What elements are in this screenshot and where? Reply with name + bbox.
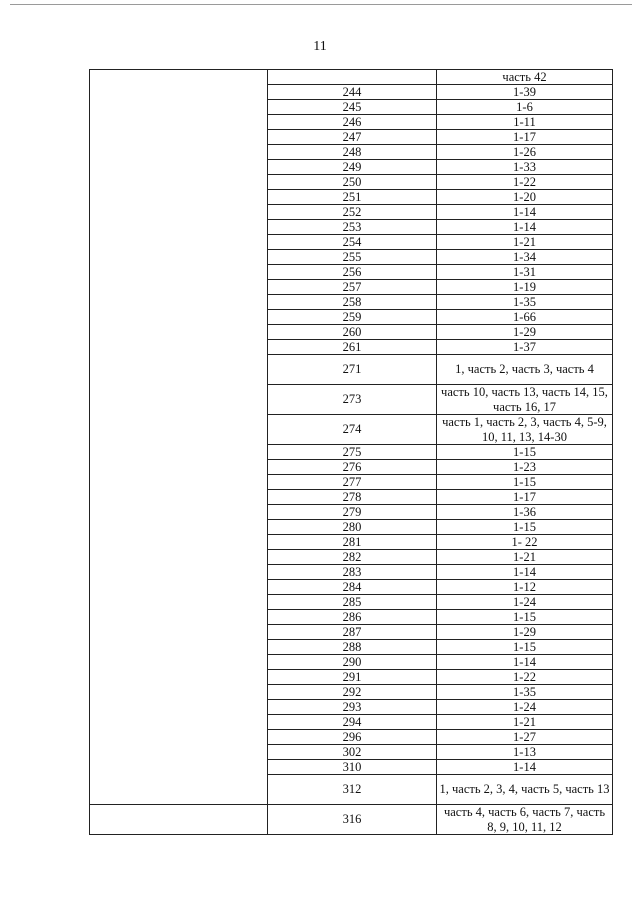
table-row xyxy=(90,145,613,160)
law-name-cell xyxy=(90,235,268,250)
article-parts-cell: 1-15 xyxy=(437,640,613,655)
article-parts-cell: 1-35 xyxy=(437,685,613,700)
article-parts-cell: 1-15 xyxy=(437,610,613,625)
law-name-cell xyxy=(90,610,268,625)
law-name-cell xyxy=(90,745,268,760)
article-number-cell: 290 xyxy=(268,655,437,670)
article-parts-cell: 1-23 xyxy=(437,460,613,475)
article-parts-cell: 1-13 xyxy=(437,745,613,760)
law-name-cell xyxy=(90,625,268,640)
article-number-cell: 256 xyxy=(268,265,437,280)
law-name-cell xyxy=(90,715,268,730)
article-number-cell: 251 xyxy=(268,190,437,205)
table-row xyxy=(90,580,613,595)
law-name-cell xyxy=(90,580,268,595)
table-row xyxy=(90,730,613,745)
article-number-cell: 253 xyxy=(268,220,437,235)
article-parts-cell: 1-24 xyxy=(437,700,613,715)
article-number-cell: 282 xyxy=(268,550,437,565)
article-parts-cell: 1-31 xyxy=(437,265,613,280)
law-name-cell xyxy=(90,805,268,835)
article-number-cell xyxy=(268,70,437,85)
article-number-cell: 244 xyxy=(268,85,437,100)
article-number-cell: 284 xyxy=(268,580,437,595)
table-row xyxy=(90,490,613,505)
table-row xyxy=(90,250,613,265)
table-row xyxy=(90,595,613,610)
article-number-cell: 252 xyxy=(268,205,437,220)
article-number-cell: 273 xyxy=(268,385,437,415)
article-number-cell: 245 xyxy=(268,100,437,115)
article-parts-cell: 1-26 xyxy=(437,145,613,160)
article-parts-cell: 1-6 xyxy=(437,100,613,115)
table-row xyxy=(90,85,613,100)
article-number-cell: 261 xyxy=(268,340,437,355)
table-body xyxy=(90,70,613,835)
article-parts-cell: 1-20 xyxy=(437,190,613,205)
article-number-cell: 291 xyxy=(268,670,437,685)
article-number-cell: 296 xyxy=(268,730,437,745)
law-name-cell xyxy=(90,700,268,715)
article-number-cell: 255 xyxy=(268,250,437,265)
table-row xyxy=(90,445,613,460)
table-row xyxy=(90,520,613,535)
law-name-cell xyxy=(90,595,268,610)
article-number-cell: 279 xyxy=(268,505,437,520)
article-number-cell: 246 xyxy=(268,115,437,130)
table-row xyxy=(90,655,613,670)
article-parts-cell: 1-22 xyxy=(437,670,613,685)
page-number: 11 xyxy=(313,39,327,54)
article-number-cell: 254 xyxy=(268,235,437,250)
article-number-cell: 257 xyxy=(268,280,437,295)
article-parts-cell: 1-14 xyxy=(437,205,613,220)
article-parts-cell: 1-39 xyxy=(437,85,613,100)
law-name-cell xyxy=(90,160,268,175)
article-parts-cell: 1, часть 2, 3, 4, часть 5, часть 13 xyxy=(437,775,613,805)
article-number-cell: 310 xyxy=(268,760,437,775)
table-row xyxy=(90,640,613,655)
table-row xyxy=(90,385,613,415)
article-parts-cell: 1-17 xyxy=(437,130,613,145)
table-row xyxy=(90,715,613,730)
article-number-cell: 275 xyxy=(268,445,437,460)
article-parts-cell: 1-29 xyxy=(437,325,613,340)
article-parts-cell: 1-15 xyxy=(437,445,613,460)
table-row xyxy=(90,205,613,220)
table-row xyxy=(90,340,613,355)
article-number-cell: 294 xyxy=(268,715,437,730)
law-name-cell xyxy=(90,205,268,220)
article-number-cell: 277 xyxy=(268,475,437,490)
article-parts-cell: 1-37 xyxy=(437,340,613,355)
article-number-cell: 260 xyxy=(268,325,437,340)
article-parts-cell: 1-15 xyxy=(437,520,613,535)
article-parts-cell: 1-33 xyxy=(437,160,613,175)
law-name-cell xyxy=(90,85,268,100)
article-number-cell: 312 xyxy=(268,775,437,805)
article-number-cell: 280 xyxy=(268,520,437,535)
table-row xyxy=(90,160,613,175)
law-name-cell xyxy=(90,460,268,475)
table-row xyxy=(90,325,613,340)
article-number-cell: 249 xyxy=(268,160,437,175)
law-name-cell xyxy=(90,550,268,565)
article-number-cell: 288 xyxy=(268,640,437,655)
law-name-cell xyxy=(90,670,268,685)
article-number-cell: 316 xyxy=(268,805,437,835)
article-parts-cell: часть 1, часть 2, 3, часть 4, 5-9, 10, 11, 13, 14-30 xyxy=(437,415,613,445)
article-parts-cell: 1-35 xyxy=(437,295,613,310)
article-number-cell: 274 xyxy=(268,415,437,445)
article-parts-cell: 1, часть 2, часть 3, часть 4 xyxy=(437,355,613,385)
table-row xyxy=(90,190,613,205)
article-number-cell: 278 xyxy=(268,490,437,505)
article-parts-cell: 1-11 xyxy=(437,115,613,130)
article-parts-cell: 1-21 xyxy=(437,550,613,565)
law-name-cell xyxy=(90,295,268,310)
law-name-cell xyxy=(90,760,268,775)
table-row xyxy=(90,115,613,130)
article-number-cell: 271 xyxy=(268,355,437,385)
law-name-cell xyxy=(90,775,268,805)
article-parts-cell: 1-24 xyxy=(437,595,613,610)
law-name-cell xyxy=(90,730,268,745)
table-row xyxy=(90,625,613,640)
table-row xyxy=(90,565,613,580)
law-name-cell xyxy=(90,220,268,235)
table-row xyxy=(90,235,613,250)
article-number-cell: 293 xyxy=(268,700,437,715)
top-rule xyxy=(10,4,632,5)
law-name-cell xyxy=(90,190,268,205)
table-row xyxy=(90,100,613,115)
article-parts-cell: 1-27 xyxy=(437,730,613,745)
law-name-cell xyxy=(90,520,268,535)
law-name-cell xyxy=(90,655,268,670)
law-name-cell xyxy=(90,415,268,445)
law-name-cell xyxy=(90,340,268,355)
table-row xyxy=(90,310,613,325)
law-name-cell xyxy=(90,505,268,520)
article-number-cell: 259 xyxy=(268,310,437,325)
law-name-cell xyxy=(90,250,268,265)
table-row xyxy=(90,700,613,715)
table-row xyxy=(90,610,613,625)
law-name-cell xyxy=(90,115,268,130)
article-parts-cell: часть 42 xyxy=(437,70,613,85)
article-number-cell: 287 xyxy=(268,625,437,640)
article-parts-cell: часть 10, часть 13, часть 14, 15, часть 16, 17 xyxy=(437,385,613,415)
law-name-cell xyxy=(90,565,268,580)
article-number-cell: 247 xyxy=(268,130,437,145)
article-number-cell: 285 xyxy=(268,595,437,610)
table-row xyxy=(90,745,613,760)
table-row xyxy=(90,775,613,805)
law-name-cell xyxy=(90,265,268,280)
table-row xyxy=(90,760,613,775)
table-row xyxy=(90,175,613,190)
table-row xyxy=(90,295,613,310)
table-row xyxy=(90,130,613,145)
table-row xyxy=(90,220,613,235)
article-parts-cell: 1- 22 xyxy=(437,535,613,550)
article-number-cell: 250 xyxy=(268,175,437,190)
article-number-cell: 281 xyxy=(268,535,437,550)
law-name-cell xyxy=(90,175,268,190)
law-name-cell xyxy=(90,535,268,550)
law-name-cell xyxy=(90,310,268,325)
law-name-cell xyxy=(90,130,268,145)
article-number-cell: 248 xyxy=(268,145,437,160)
article-parts-cell: 1-17 xyxy=(437,490,613,505)
article-parts-cell: 1-21 xyxy=(437,235,613,250)
law-name-cell xyxy=(90,70,268,85)
law-name-cell xyxy=(90,475,268,490)
article-parts-cell: 1-12 xyxy=(437,580,613,595)
article-number-cell: 283 xyxy=(268,565,437,580)
law-name-cell xyxy=(90,325,268,340)
article-number-cell: 276 xyxy=(268,460,437,475)
article-parts-cell: 1-14 xyxy=(437,655,613,670)
article-number-cell: 292 xyxy=(268,685,437,700)
table-row xyxy=(90,415,613,445)
article-parts-cell: 1-14 xyxy=(437,220,613,235)
table-row xyxy=(90,535,613,550)
articles-table xyxy=(89,69,613,835)
article-parts-cell: 1-21 xyxy=(437,715,613,730)
table-row xyxy=(90,70,613,85)
table-row xyxy=(90,505,613,520)
law-name-cell xyxy=(90,640,268,655)
table-row xyxy=(90,805,613,835)
article-parts-cell: 1-14 xyxy=(437,565,613,580)
article-number-cell: 258 xyxy=(268,295,437,310)
article-parts-cell: 1-22 xyxy=(437,175,613,190)
article-parts-cell: часть 4, часть 6, часть 7, часть 8, 9, 10, 11, 12 xyxy=(437,805,613,835)
table-row xyxy=(90,475,613,490)
table-row xyxy=(90,355,613,385)
law-name-cell xyxy=(90,445,268,460)
article-parts-cell: 1-66 xyxy=(437,310,613,325)
table-row xyxy=(90,685,613,700)
law-name-cell xyxy=(90,100,268,115)
table-row xyxy=(90,265,613,280)
law-name-cell xyxy=(90,280,268,295)
law-name-cell xyxy=(90,490,268,505)
article-parts-cell: 1-34 xyxy=(437,250,613,265)
table-row xyxy=(90,280,613,295)
article-parts-cell: 1-14 xyxy=(437,760,613,775)
law-name-cell xyxy=(90,145,268,160)
table-row xyxy=(90,670,613,685)
article-parts-cell: 1-15 xyxy=(437,475,613,490)
law-name-cell xyxy=(90,685,268,700)
table-row xyxy=(90,460,613,475)
article-number-cell: 286 xyxy=(268,610,437,625)
law-name-cell xyxy=(90,355,268,385)
article-parts-cell: 1-36 xyxy=(437,505,613,520)
law-name-cell xyxy=(90,385,268,415)
article-parts-cell: 1-29 xyxy=(437,625,613,640)
article-number-cell: 302 xyxy=(268,745,437,760)
article-parts-cell: 1-19 xyxy=(437,280,613,295)
table-row xyxy=(90,550,613,565)
